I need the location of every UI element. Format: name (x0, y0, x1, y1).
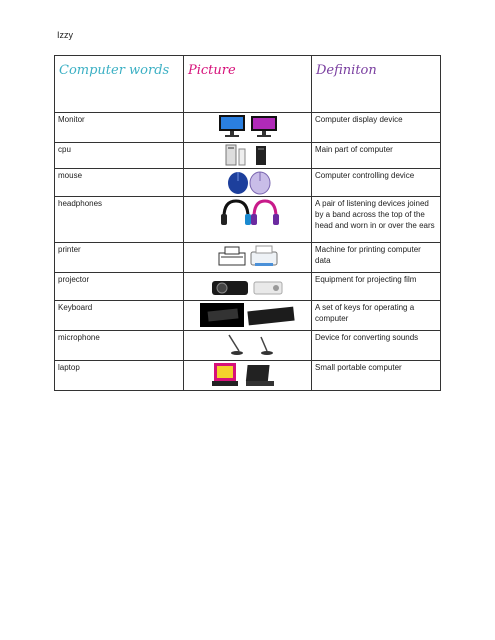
definition-cell: Computer controlling device (312, 169, 441, 197)
word-cell: mouse (55, 169, 184, 197)
word-cell: headphones (55, 197, 184, 243)
table-row (55, 273, 441, 301)
table-row (55, 331, 441, 361)
definition-cell: A set of keys for operating a computer (312, 301, 441, 331)
headphones-icon (216, 197, 280, 229)
printer-icon (215, 243, 281, 269)
definition-cell: A pair of listening devices joined by a band across the top of the head and worn in or over the ears (312, 197, 441, 243)
cpu-tower-icon (218, 143, 278, 167)
table-row (55, 197, 441, 243)
vocabulary-table (54, 55, 441, 391)
picture-cell (184, 301, 312, 331)
table-row (55, 361, 441, 391)
definition-cell: Main part of computer (312, 143, 441, 169)
picture-cell (184, 143, 312, 169)
table-header-row (55, 56, 441, 113)
header-words (55, 56, 184, 113)
word-cell: printer (55, 243, 184, 273)
word-cell: laptop (55, 361, 184, 391)
word-cell: Monitor (55, 113, 184, 143)
author-name: Izzy (57, 30, 74, 40)
picture-cell (184, 243, 312, 273)
table-row (55, 169, 441, 197)
monitor-icon (213, 113, 283, 139)
header-definition (312, 56, 441, 113)
word-cell: projector (55, 273, 184, 301)
definition-cell: Machine for printing computer data (312, 243, 441, 273)
picture-cell (184, 331, 312, 361)
definition-cell: Small portable computer (312, 361, 441, 391)
table-row (55, 243, 441, 273)
word-cell: cpu (55, 143, 184, 169)
laptop-icon (208, 361, 288, 389)
table-row (55, 113, 441, 143)
header-picture-label: Picture (188, 63, 236, 78)
definition-cell: Equipment for projecting film (312, 273, 441, 301)
projector-icon (208, 273, 288, 299)
table-row (55, 301, 441, 331)
header-definition-label: Definiton (316, 63, 377, 78)
header-picture (184, 56, 312, 113)
picture-cell (184, 273, 312, 301)
picture-cell (184, 197, 312, 243)
picture-cell (184, 361, 312, 391)
definition-cell: Device for converting sounds (312, 331, 441, 361)
microphone-icon (215, 331, 281, 357)
keyboard-icon (198, 301, 298, 329)
picture-cell (184, 169, 312, 197)
definition-cell: Computer display device (312, 113, 441, 143)
header-words-label: Computer words (59, 63, 170, 78)
picture-cell (184, 113, 312, 143)
mouse-icon (218, 169, 278, 195)
word-cell: Keyboard (55, 301, 184, 331)
word-cell: microphone (55, 331, 184, 361)
table-row (55, 143, 441, 169)
